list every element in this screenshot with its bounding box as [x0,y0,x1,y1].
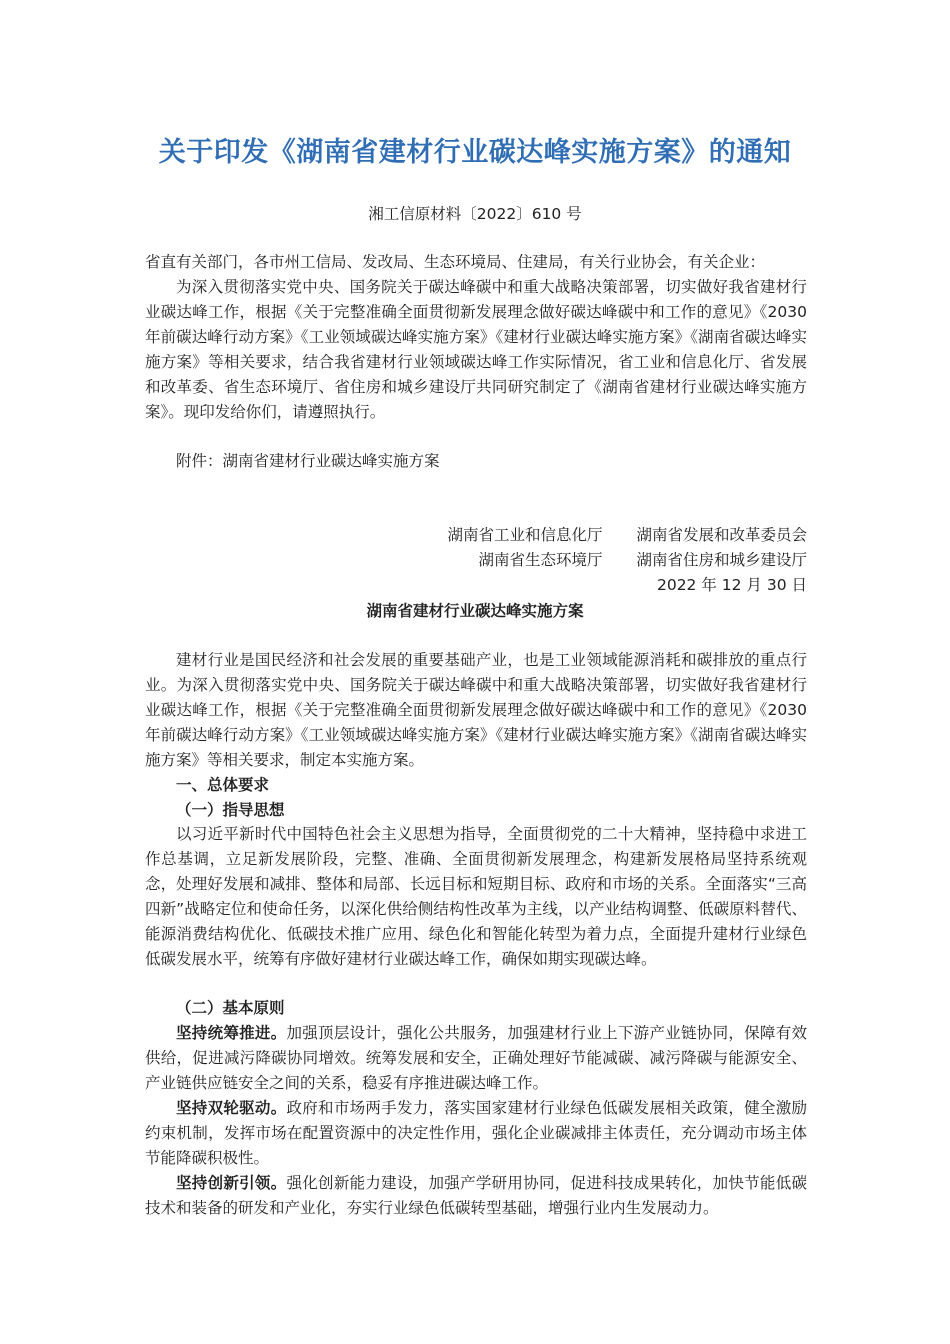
issue-date: 2022 年 12 月 30 日 [656,576,807,594]
plan-intro-paragraph: 建材行业是国民经济和社会发展的重要基础产业，也是工业领域能源消耗和碳排放的重点行业。为深入贯彻落实党中央、国务院关于碳达峰碳中和重大战略决策部署，切实做好我省建材行业碳达峰工作，根据《关于完整准确全面贯彻新发展理念做好碳达峰碳中和工作的意见》《2030 年前碳达峰行动方案》《工业领域碳达峰实施方案》《建材行业碳达峰实施方案》《湖南省碳达峰实施方案》等相关要求，制定本实施方案。 [145,651,807,769]
principle-lead: 坚持统筹推进。 [176,1024,287,1042]
principle-text: 强化创新能力建设，加强产学研用协同，促进科技成果转化，加快节能低碳技术和装备的研发和产业化，夯实行业绿色低碳转型基础，增强行业内生发展动力。 [145,1174,807,1217]
notice-intro-paragraph: 为深入贯彻落实党中央、国务院关于碳达峰碳中和重大战略决策部署，切实做好我省建材行业碳达峰工作，根据《关于完整准确全面贯彻新发展理念做好碳达峰碳中和工作的意见》《2030 年前碳达峰行动方案》《工业领域碳达峰实施方案》《建材行业碳达峰实施方案》《湖南省碳达峰实施方案》等相关要求，结合我省建材行业领域碳达峰工作实际情况，省工业和信息化厅、省发展和改革委、省生态环境厅、省住房和城乡建设厅共同研究制定了《湖南省建材行业碳达峰实施方案》。现印发给你们，请遵照执行。 [145,278,807,421]
signer-ecology-dept: 湖南省生态环境厅 [478,551,603,569]
signer-row-1 [145,523,807,548]
principle-lead: 坚持双轮驱动。 [176,1099,287,1117]
plan-title: 湖南省建材行业碳达峰实施方案 [366,602,584,620]
subsection-heading-principles: （二）基本原则 [176,999,285,1017]
subsection-heading-guiding: （一）指导思想 [176,801,285,819]
principle-paragraph [145,1096,807,1171]
principle-lead: 坚持创新引领。 [176,1174,287,1192]
document-number: 湘工信原材料〔2022〕610 号 [368,205,582,223]
document-title: 关于印发《湖南省建材行业碳达峰实施方案》的通知 [158,137,792,168]
signer-development-commission: 湖南省发展和改革委员会 [636,526,807,544]
principle-paragraph [145,1021,807,1096]
principle-paragraph [145,1171,807,1221]
guiding-thought-paragraph: 以习近平新时代中国特色社会主义思想为指导，全面贯彻党的二十大精神，坚持稳中求进工作总基调，立足新发展阶段，完整、准确、全面贯彻新发展理念，构建新发展格局坚持系统观念，处理好发展和减排、整体和局部、长远目标和短期目标、政府和市场的关系。全面落实“三高四新”战略定位和使命任务，以深化供给侧结构性改革为主线，以产业结构调整、低碳原料替代、能源消费结构优化、低碳技术推广应用、绿色化和智能化转型为着力点，全面提升建材行业绿色低碳发展水平，统筹有序做好建材行业碳达峰工作，确保如期实现碳达峰。 [145,825,807,968]
signer-housing-dept: 湖南省住房和城乡建设厅 [636,551,807,569]
signer-industry-dept: 湖南省工业和信息化厅 [447,526,603,544]
principle-text: 加强顶层设计，强化公共服务，加强建材行业上下游产业链协同，保障有效供给，促进减污降碳协同增效。统筹发展和安全，正确处理好节能减碳、减污降碳与能源安全、产业链供应链安全之间的关系，稳妥有序推进碳达峰工作。 [145,1024,807,1092]
signer-row-2 [145,548,807,573]
attachment-line: 附件：湖南省建材行业碳达峰实施方案 [176,452,440,470]
addressee-line: 省直有关部门，各市州工信局、发改局、生态环境局、住建局，有关行业协会，有关企业： [145,253,766,271]
section-heading-general: 一、总体要求 [176,776,270,794]
principle-text: 政府和市场两手发力，落实国家建材行业绿色低碳发展相关政策，健全激励约束机制，发挥市场在配置资源中的决定性作用，强化企业碳减排主体责任，充分调动市场主体节能降碳积极性。 [145,1099,807,1167]
